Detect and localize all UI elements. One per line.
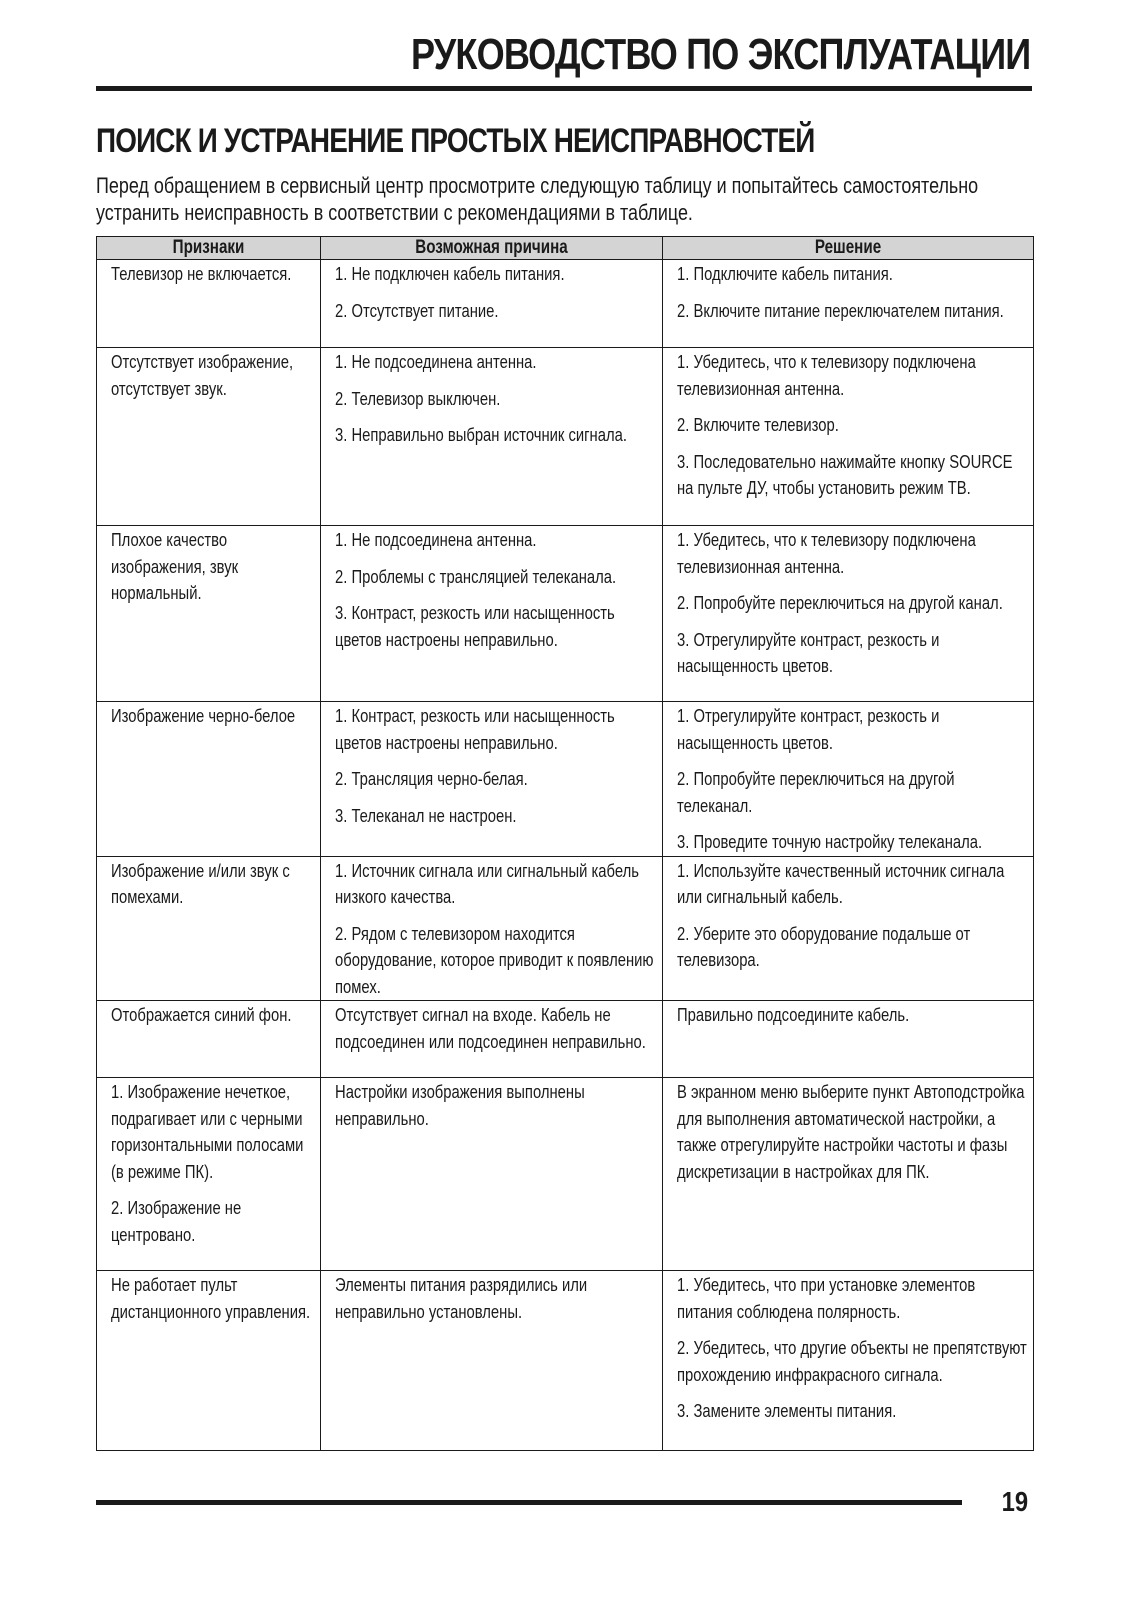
symptom-cell: [97, 526, 321, 702]
cause-text: 3. Контраст, резкость или насыщенность цветов настроены неправильно.: [335, 602, 615, 650]
solution-cell: [663, 348, 1034, 526]
column-header-symptoms: Признаки: [97, 237, 321, 260]
table-row: [97, 348, 1034, 526]
cause-text: 1. Не подключен кабель питания.: [335, 263, 565, 284]
page-number: 19: [1001, 1486, 1028, 1517]
symptom-text: Плохое качество изображения, звук нормальный.: [111, 529, 239, 603]
solution-text: 2. Убедитесь, что другие объекты не препятствуют прохождению инфракрасного сигнала.: [677, 1337, 1027, 1385]
column-header-cause: Возможная причина: [321, 237, 663, 260]
table-row: [97, 702, 1034, 857]
solution-text: 2. Попробуйте переключиться на другой телеканал.: [677, 768, 955, 816]
cause-text: 3. Неправильно выбран источник сигнала.: [335, 424, 627, 445]
intro-line: устранить неисправность в соответствии с рекомендациями в таблице.: [96, 200, 693, 225]
solution-cell: [663, 1271, 1034, 1451]
solution-text: 1. Отрегулируйте контраст, резкость и насыщенность цветов.: [677, 705, 940, 753]
solution-text: 2. Включите питание переключателем питания.: [677, 299, 1004, 321]
column-header-solution: Решение: [663, 237, 1034, 260]
solution-text: 1. Подключите кабель питания.: [677, 263, 893, 284]
troubleshooting-table: [96, 236, 1034, 1451]
symptom-cell: [97, 1271, 321, 1451]
header-divider: [96, 86, 1032, 91]
cause-text: 2. Телевизор выключен.: [335, 387, 501, 409]
cause-text: Настройки изображения выполнены неправильно.: [335, 1081, 585, 1129]
intro-text: [96, 172, 1033, 226]
symptom-text: Не работает пульт дистанционного управления.: [111, 1274, 311, 1322]
symptom-text: Отсутствует изображение, отсутствует звук.: [111, 351, 294, 399]
page-header-title: РУКОВОДСТВО ПО ЭКСПЛУАТАЦИИ: [410, 30, 1030, 79]
symptom-text: 1. Изображение нечеткое, подрагивает или с черными горизонтальными полосами (в режиме ПК).: [111, 1081, 304, 1182]
solution-cell: [663, 1078, 1034, 1271]
solution-text: Правильно подсоедините кабель.: [677, 1004, 910, 1025]
cause-text: 2. Проблемы с трансляцией телеканала.: [335, 565, 617, 587]
symptom-cell: [97, 348, 321, 526]
cause-text: Элементы питания разрядились или неправильно установлены.: [335, 1274, 588, 1322]
cause-cell: [321, 856, 663, 1001]
solution-text: 1. Убедитесь, что к телевизору подключена телевизионная антенна.: [677, 351, 976, 399]
cause-text: 1. Источник сигнала или сигнальный кабель низкого качества.: [335, 859, 639, 907]
cause-text: 3. Телеканал не настроен.: [335, 804, 517, 826]
symptom-text: 2. Изображение не центровано.: [111, 1197, 242, 1245]
solution-cell: [663, 1001, 1034, 1078]
table-header-row: [97, 237, 1034, 260]
symptom-text: Изображение и/или звук с помехами.: [111, 859, 290, 907]
cause-text: 1. Не подсоединена антенна.: [335, 529, 537, 550]
cause-cell: [321, 702, 663, 857]
cause-cell: [321, 348, 663, 526]
cause-text: 1. Контраст, резкость или насыщенность цветов настроены неправильно.: [335, 705, 615, 753]
solution-cell: [663, 260, 1034, 348]
symptom-cell: [97, 1078, 321, 1271]
symptom-cell: [97, 856, 321, 1001]
table-row: [97, 260, 1034, 348]
table-row: [97, 856, 1034, 1001]
solution-text: 1. Убедитесь, что к телевизору подключена телевизионная антенна.: [677, 529, 976, 577]
solution-text: 1. Убедитесь, что при установке элементов питания соблюдена полярность.: [677, 1274, 976, 1322]
footer-divider: [96, 1500, 962, 1505]
symptom-cell: [97, 1001, 321, 1078]
symptom-cell: [97, 260, 321, 348]
cause-text: 2. Трансляция черно-белая.: [335, 768, 528, 789]
solution-text: 3. Проведите точную настройку телеканала.: [677, 831, 983, 852]
symptom-text: Изображение черно-белое: [111, 705, 296, 726]
cause-cell: [321, 1271, 663, 1451]
cause-text: 2. Рядом с телевизором находится оборудование, которое приводит к появлению помех.: [335, 922, 654, 997]
symptom-text: Телевизор не включается.: [111, 263, 292, 284]
solution-text: 1. Используйте качественный источник сигнала или сигнальный кабель.: [677, 859, 1005, 907]
solution-text: 2. Включите телевизор.: [677, 414, 839, 435]
cause-cell: [321, 1001, 663, 1078]
solution-cell: [663, 526, 1034, 702]
intro-line: Перед обращением в сервисный центр просмотрите следующую таблицу и попытайтесь самостоятельно: [96, 173, 979, 198]
cause-text: 2. Отсутствует питание.: [335, 299, 499, 321]
solution-cell: [663, 702, 1034, 857]
cause-cell: [321, 260, 663, 348]
cause-text: 1. Не подсоединена антенна.: [335, 351, 537, 372]
solution-text: 2. Уберите это оборудование подальше от телевизора.: [677, 922, 971, 970]
solution-text: 3. Отрегулируйте контраст, резкость и насыщенность цветов.: [677, 628, 940, 676]
table-row: [97, 1001, 1034, 1078]
table-row: [97, 526, 1034, 702]
cause-text: Отсутствует сигнал на входе. Кабель не подсоединен или подсоединен неправильно.: [335, 1004, 646, 1052]
cause-cell: [321, 526, 663, 702]
table-row: [97, 1271, 1034, 1451]
solution-text: 3. Последовательно нажимайте кнопку SOURCE на пульте ДУ, чтобы установить режим ТВ.: [677, 450, 1013, 498]
solution-text: 3. Замените элементы питания.: [677, 1400, 897, 1421]
section-title: ПОИСК И УСТРАНЕНИЕ ПРОСТЫХ НЕИСПРАВНОСТЕЙ: [96, 122, 815, 160]
cause-cell: [321, 1078, 663, 1271]
symptom-text: Отображается синий фон.: [111, 1004, 292, 1025]
solution-text: 2. Попробуйте переключиться на другой канал.: [677, 592, 1003, 613]
solution-cell: [663, 856, 1034, 1001]
symptom-cell: [97, 702, 321, 857]
table-row: [97, 1078, 1034, 1271]
solution-text: В экранном меню выберите пункт Автоподстройка для выполнения автоматической настройки, а также отрегулируйте настройки частоты и фазы дискретизации в настройках для ПК.: [677, 1081, 1025, 1182]
